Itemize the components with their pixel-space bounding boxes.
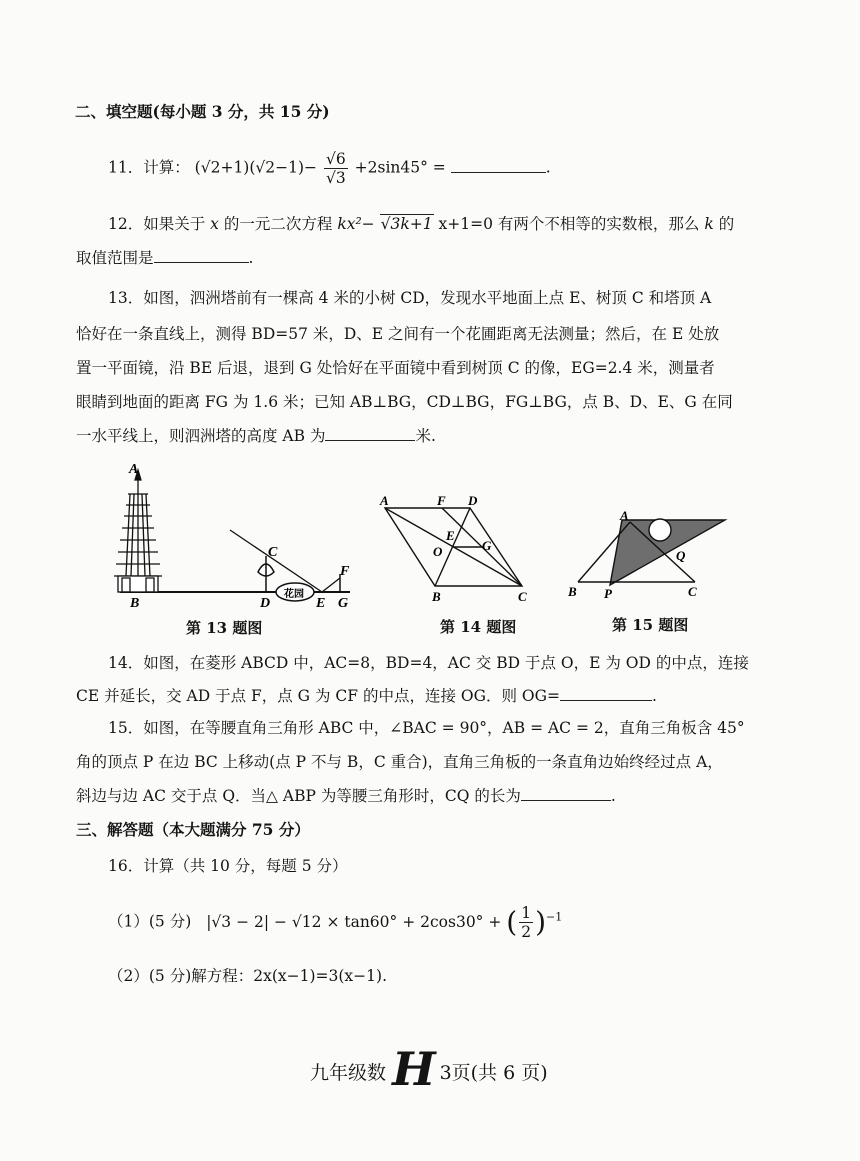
q12-var-x: x xyxy=(210,215,219,233)
q13-line4: 眼睛到地面的距离 FG 为 1.6 米；已知 AB⊥BG，CD⊥BG，FG⊥BG，点 B、D、E、G 在同 xyxy=(76,393,733,411)
q16-p1-expr: |√3 − 2| − √12 × tan60° + 2cos30° + xyxy=(206,912,502,931)
q12-kx2: kx² xyxy=(337,215,362,233)
q13-unit: 米. xyxy=(415,427,436,445)
figure-14 xyxy=(370,488,540,608)
q16-p1-frac-den: 2 xyxy=(521,923,532,941)
q11-prefix: 11．计算： xyxy=(108,158,190,177)
fig14-label-G: G xyxy=(482,538,492,553)
q16-p1-exponent: −1 xyxy=(546,910,563,924)
fig13-label-garden: 花园 xyxy=(284,589,304,600)
fig13-caption: 第 13 题图 xyxy=(186,619,263,637)
q12-sqrt: √3k+1 xyxy=(380,215,433,233)
fig15-label-B: B xyxy=(568,584,577,599)
footer-logo-h: H xyxy=(392,1042,434,1096)
q15-answer-blank[interactable] xyxy=(521,786,611,801)
fig14-label-O: O xyxy=(433,544,443,559)
q16-p1-fraction xyxy=(519,904,533,941)
fig15-label-C: C xyxy=(688,584,697,599)
q11-answer-blank[interactable] xyxy=(451,158,546,173)
q13-line5 xyxy=(76,426,436,446)
q13-line3: 置一平面镜，沿 BE 后退，退到 G 处恰好在平面镜中看到树顶 C 的像，EG=2.4 米，测量者 xyxy=(76,359,715,377)
fig14-caption: 第 14 题图 xyxy=(440,618,517,636)
q12-text-d: x+1=0 有两个不相等的实数根，那么 xyxy=(438,215,700,233)
q16-title: 16．计算（共 10 分，每题 5 分） xyxy=(108,857,348,875)
q11-frac-num: √6 xyxy=(325,150,346,168)
q11-end: . xyxy=(545,158,551,177)
fig14-label-D: D xyxy=(468,493,478,508)
page-footer xyxy=(310,1042,548,1096)
q12-var-k: k xyxy=(704,215,714,233)
question-12-line2 xyxy=(76,248,253,268)
q11-expr-a: (√2+1)(√2−1)− xyxy=(194,158,318,177)
footer-text-a: 九年级数 xyxy=(310,1062,387,1084)
q15-line1: 15．如图，在等腰直角三角形 ABC 中，∠BAC = 90°，AB = AC = 2，直角三角板含 45° xyxy=(108,719,745,737)
pagoda-drawing xyxy=(114,470,162,592)
fig13-label-D: D xyxy=(260,596,271,610)
fig13-label-G: G xyxy=(338,596,349,610)
q16-paren-open: ( xyxy=(506,905,518,939)
q14-answer-blank[interactable] xyxy=(560,686,652,701)
fig14-label-F: F xyxy=(437,493,446,508)
section-title-fill-in: 二、填空题(每小题 3 分，共 15 分) xyxy=(75,102,330,121)
q12-answer-blank[interactable] xyxy=(154,248,249,263)
q15-end: . xyxy=(610,787,616,805)
fig13-label-C: C xyxy=(268,545,278,560)
q16-part2: （2）(5 分)解方程：2x(x−1)=3(x−1). xyxy=(108,967,387,985)
q12-text-b: 的一元二次方程 xyxy=(223,215,333,233)
fig13-label-A: A xyxy=(129,462,139,477)
question-12-line1 xyxy=(108,214,734,234)
fig13-label-F: F xyxy=(340,564,350,579)
q15-line2: 角的顶点 P 在边 BC 上移动(点 P 不与 B，C 重合)，直角三角板的一条直角边始终经过点 A， xyxy=(76,753,723,771)
fig15-label-P: P xyxy=(604,586,612,601)
q13-line1: 13．如图，泗洲塔前有一棵高 4 米的小树 CD，发现水平地面上点 E、树顶 C 和塔顶 A xyxy=(108,289,712,307)
q12-text-e: 的 xyxy=(718,215,735,233)
question-11 xyxy=(108,150,551,187)
q16-part1 xyxy=(108,904,562,941)
figure-13 xyxy=(100,460,360,610)
q12-line2-text: 取值范围是 xyxy=(76,249,154,267)
fig13-label-E: E xyxy=(316,596,326,610)
fig14-label-C: C xyxy=(518,589,527,604)
q15-line3 xyxy=(76,786,616,806)
q12-end: . xyxy=(248,249,254,267)
q14-line1: 14．如图，在菱形 ABCD 中，AC=8，BD=4，AC 交 BD 于点 O，E 为 OD 的中点，连接 xyxy=(108,654,749,672)
fig15-label-Q: Q xyxy=(676,548,686,563)
q14-line2 xyxy=(76,686,657,706)
q11-frac-den: √3 xyxy=(325,169,346,187)
fig14-label-E: E xyxy=(446,528,455,543)
footer-text-b: 3页(共 6 页) xyxy=(439,1062,548,1084)
q16-paren-close: ) xyxy=(535,905,547,939)
section-title-solutions: 三、解答题（本大题满分 75 分） xyxy=(76,820,310,839)
q13-line5-text: 一水平线上，则泗洲塔的高度 AB 为 xyxy=(76,427,326,445)
fig15-caption: 第 15 题图 xyxy=(612,616,689,634)
fig14-label-A: A xyxy=(380,493,389,508)
q15-line3-text: 斜边与边 AC 交于点 Q．当△ ABP 为等腰三角形时，CQ 的长为 xyxy=(76,787,521,805)
fig15-label-A: A xyxy=(620,508,629,523)
q14-line2-text: CE 并延长，交 AD 于点 F，点 G 为 CF 的中点，连接 OG．则 OG= xyxy=(76,687,560,705)
q11-fraction xyxy=(324,150,348,187)
q16-p1-frac-num: 1 xyxy=(521,904,532,922)
figure-15 xyxy=(560,500,740,610)
q13-line2: 恰好在一条直线上，测得 BD=57 米，D、E 之间有一个花圃距离无法测量；然后，在 E 处放 xyxy=(76,325,720,343)
q16-p1-label: （1）(5 分) xyxy=(108,912,192,931)
q12-minus: − xyxy=(361,215,375,233)
fig14-label-B: B xyxy=(432,589,441,604)
q11-expr-b: +2sin45° = xyxy=(354,158,446,177)
q14-end: . xyxy=(651,687,657,705)
q12-text-a: 12．如果关于 xyxy=(108,215,206,233)
fig13-label-B: B xyxy=(130,596,140,610)
q13-answer-blank[interactable] xyxy=(325,426,415,441)
